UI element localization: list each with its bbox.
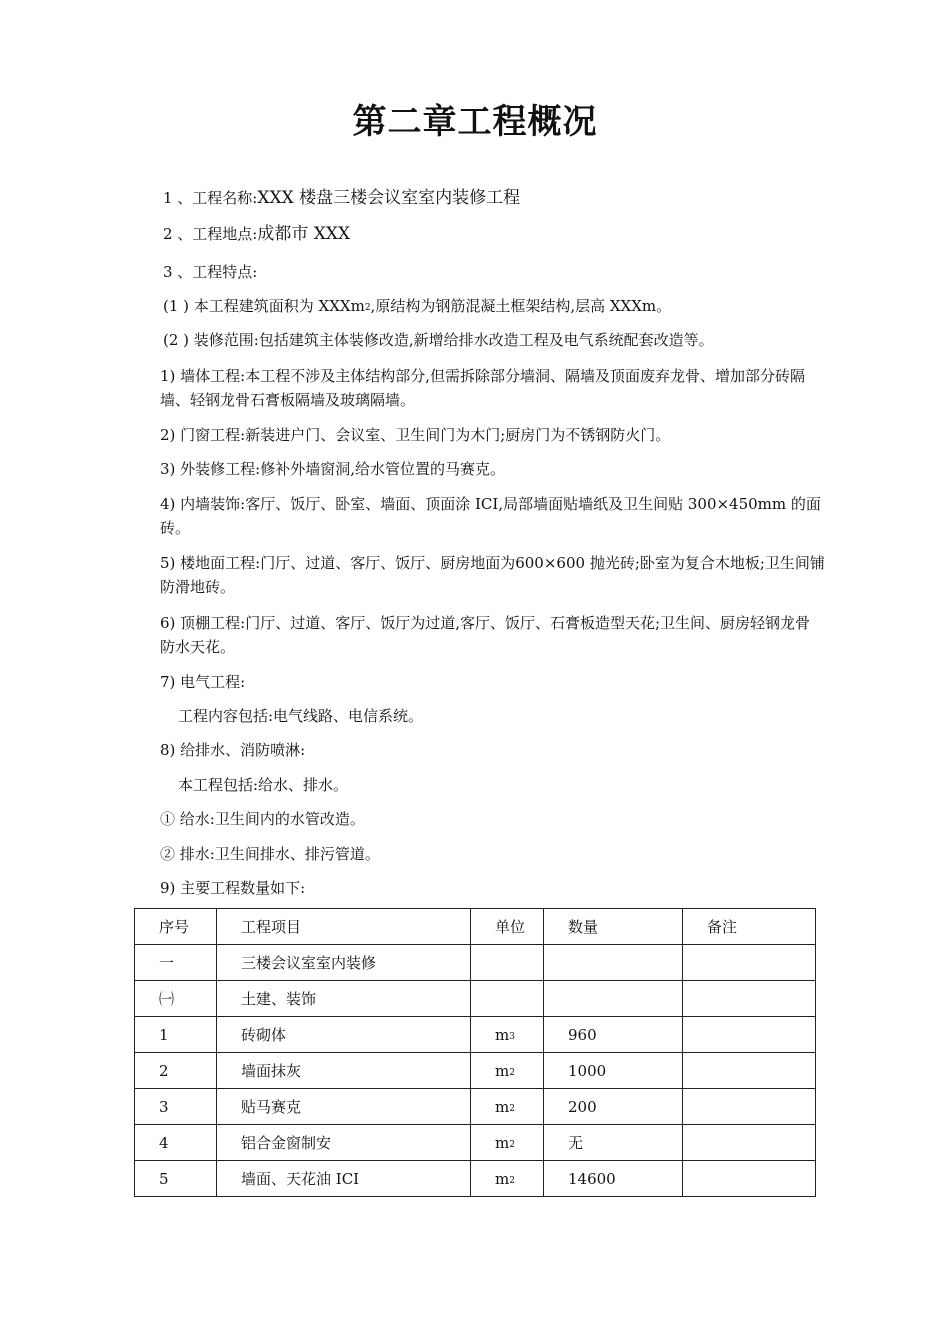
cell-item: 铝合金窗制安 — [217, 1125, 471, 1161]
cell-no: 4 — [135, 1125, 217, 1161]
table-row — [135, 1125, 816, 1161]
paragraph-7: 7) 电气工程: — [160, 673, 246, 691]
quantity-table — [134, 908, 816, 1197]
cell-no: 1 — [135, 1017, 217, 1053]
cell-note — [683, 945, 816, 981]
cell-item: 墙面抹灰 — [217, 1053, 471, 1089]
header-unit: 单位 — [471, 909, 544, 945]
cell-unit: $m^2$ — [471, 1161, 544, 1197]
header-note: 备注 — [683, 909, 816, 945]
cell-note — [683, 981, 816, 1017]
header-qty: 数量 — [544, 909, 683, 945]
feature-1-text-a: (1 ) 本工程建筑面积为 XXXm — [163, 297, 365, 315]
paragraph-8-body: 本工程包括:给水、排水。 — [178, 776, 349, 794]
feature-1-text-b: ,原结构为钢筋混凝土框架结构,层高 XXXm。 — [370, 297, 672, 315]
cell-no: 5 — [135, 1161, 217, 1197]
paragraph-3: 3) 外装修工程:修补外墙窗洞,给水管位置的马赛克。 — [160, 460, 505, 478]
paragraph-6 — [145, 611, 825, 659]
paragraph-6-text: 6) 顶棚工程:门厅、过道、客厅、饭厅为过道,客厅、饭厅、石膏板造型天花;卫生间、厨房轻钢龙骨防水天花。 — [160, 614, 811, 656]
cell-no: 2 — [135, 1053, 217, 1089]
table-row — [135, 1017, 816, 1053]
paragraph-9: 9) 主要工程数量如下: — [160, 879, 306, 897]
cell-item: 砖砌体 — [217, 1017, 471, 1053]
cell-no: ㈠ — [135, 981, 217, 1017]
cell-note — [683, 1053, 816, 1089]
cell-item: 墙面、天花油 ICI — [217, 1161, 471, 1197]
cell-qty: 960 — [544, 1017, 683, 1053]
paragraph-2: 2) 门窗工程:新装进户门、会议室、卫生间门为木门;厨房门为不锈钢防火门。 — [160, 426, 671, 444]
page-title: 第二章工程概况 — [352, 102, 598, 142]
cell-no: 一 — [135, 945, 217, 981]
feature-1-sup: 2 — [364, 303, 371, 313]
cell-note — [683, 1089, 816, 1125]
header-item: 工程项目 — [217, 909, 471, 945]
cell-note — [683, 1017, 816, 1053]
cell-unit — [471, 981, 544, 1017]
paragraph-5-text: 5) 楼地面工程:门厅、过道、客厅、饭厅、厨房地面为600×600 抛光砖;卧室为复合木地板;卫生间铺防滑地砖。 — [160, 554, 825, 596]
paragraph-1-text: 1) 墙体工程:本工程不涉及主体结构部分,但需拆除部分墙洞、隔墙及顶面废弃龙骨、增加部分砖隔墙、轻钢龙骨石膏板隔墙及玻璃隔墙。 — [160, 367, 805, 409]
cell-qty: 200 — [544, 1089, 683, 1125]
feature-1 — [163, 296, 671, 318]
cell-unit — [471, 945, 544, 981]
project-name-line — [163, 188, 520, 208]
paragraph-8-item-2: ② 排水:卫生间排水、排污管道。 — [160, 845, 380, 863]
cell-qty: 14600 — [544, 1161, 683, 1197]
paragraph-7-body: 工程内容包括:电气线路、电信系统。 — [178, 707, 424, 725]
paragraph-8: 8) 给排水、消防喷淋: — [160, 741, 306, 759]
table-row — [135, 1161, 816, 1197]
cell-item: 三楼会议室室内装修 — [217, 945, 471, 981]
project-name-value: XXX 楼盘三楼会议室室内装修工程 — [257, 188, 521, 208]
project-site-value: 成都市 XXX — [257, 224, 351, 244]
cell-qty — [544, 981, 683, 1017]
table-header-row — [135, 909, 816, 945]
table-row — [135, 1053, 816, 1089]
cell-item: 土建、装饰 — [217, 981, 471, 1017]
feature-2: (2 ) 装修范围:包括建筑主体装修改造,新增给排水改造工程及电气系统配套改造等。 — [163, 331, 714, 349]
cell-no: 3 — [135, 1089, 217, 1125]
table-row — [135, 981, 816, 1017]
paragraph-5 — [145, 551, 825, 599]
cell-note — [683, 1161, 816, 1197]
table-row — [135, 1089, 816, 1125]
paragraph-8-item-1: ① 给水:卫生间内的水管改造。 — [160, 810, 365, 828]
cell-item: 贴马赛克 — [217, 1089, 471, 1125]
cell-qty: 1000 — [544, 1053, 683, 1089]
cell-unit: $m^3$ — [471, 1017, 544, 1053]
paragraph-4 — [145, 492, 825, 540]
table-row — [135, 945, 816, 981]
cell-note — [683, 1125, 816, 1161]
project-site-label: 2 、工程地点: — [163, 225, 258, 243]
cell-qty — [544, 945, 683, 981]
project-site-line — [163, 224, 350, 244]
paragraph-1 — [145, 364, 825, 412]
cell-qty: 无 — [544, 1125, 683, 1161]
cell-unit: $m^2$ — [471, 1053, 544, 1089]
cell-unit: $m^2$ — [471, 1125, 544, 1161]
paragraph-4-text: 4) 内墙装饰:客厅、饭厅、卧室、墙面、顶面涂 ICI,局部墙面贴墙纸及卫生间贴 300×450mm 的面砖。 — [160, 495, 821, 537]
features-label: 3 、工程特点: — [163, 263, 258, 281]
project-name-label: 1 、工程名称: — [163, 189, 258, 207]
header-no: 序号 — [135, 909, 217, 945]
cell-unit: $m^2$ — [471, 1089, 544, 1125]
